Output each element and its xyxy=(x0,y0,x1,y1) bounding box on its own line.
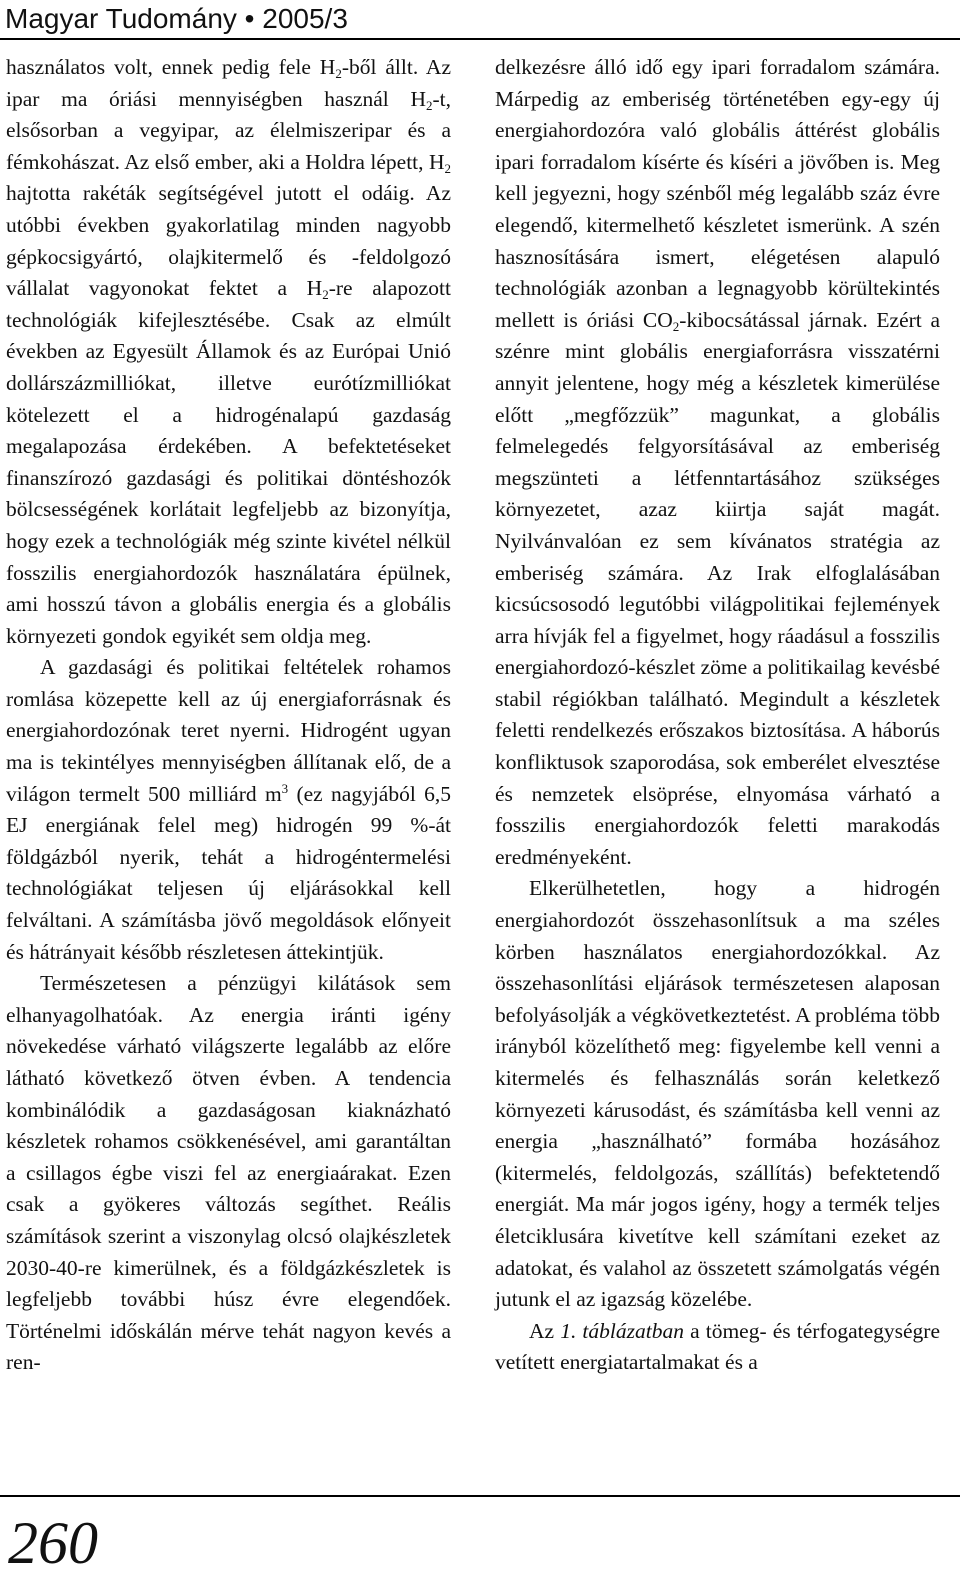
subscript: 2 xyxy=(444,160,451,176)
right-paragraph-3 xyxy=(495,1316,940,1379)
text-run: hajtotta rakéták segítségével jutott el odáig. Az utóbbi években gyakorlatilag minden nagyobb gépkocsigyártó, olajkitermelő és -feldolgozó vállalat vagyonokat fektet a H xyxy=(6,181,451,301)
text-run: A gazdasági és politikai feltételek rohamos romlása közepette kell az új energiaforrásnak és energiahordozónak teret nyerni. Hidrogént ugyan ma is tekintélyes mennyiségben állítanak elő, de a világon termelt 500 milliárd m xyxy=(6,655,451,806)
text-run: -t, elsősorban a vegyipar, az élelmiszeripar és a fémkohászat. Az első ember, aki a Holdra lépett, H xyxy=(6,86,451,174)
left-paragraph-1 xyxy=(6,52,451,652)
text-run: delkezésre álló idő egy ipari forradalom számára. Márpedig az emberiség történetében egy-egy új energiahordozóra való globális áttérést globális ipari forradalom kísérte és kíséri a jövőben is. Meg kell jegyezni, hogy szénből még legalább száz évre elegendő, kitermelhető készletet ismerünk. A szén hasznosítására ismert, elégetésen alapuló technológiák azonban a legnagyobb körültekintés mellett is óriási CO xyxy=(495,55,940,332)
subscript: 2 xyxy=(322,287,329,303)
subscript: 2 xyxy=(672,318,680,334)
text-run: a tömeg- és térfogategységre vetített energiatartalmakat és a xyxy=(495,1318,941,1375)
text-run: -kibocsátással járnak. Ezért a szénre mint globális energiaforrásra visszatérni annyit jelentene, hogy még a készletek kimerülése előtt „megfőzzük” magunkat, a globális felmelegedés felgyorsításával az emberiség megszünteti a létfenntartásához szükséges környezetet, azaz kiirtja saját magát. Nyilvánvalóan ez sem kívánatos stratégia az emberiség számára. Az Irak elfoglalásában kicsúcsosodó legutóbbi világpolitikai fejlemények arra hívják fel a figyelmet, hogy ráadásul a fosszilis energiahordozó-készlet zöme a politikailag kevésbé stabil régiókban található. Megindult a készletek feletti rendelkezés erőszakos biztosítása. A háborús konfliktusok szaporodása, sok emberélet elvesztése és nemzetek elsöprése, elnyomása várható a fosszilis energiahordozók feletti marakodás eredményeként. xyxy=(495,307,940,869)
page-number: 260 xyxy=(8,1510,98,1576)
subscript: 2 xyxy=(425,97,433,113)
text-run: Az xyxy=(529,1318,561,1343)
right-paragraph-1 xyxy=(495,52,940,873)
text-run: használatos volt, ennek pedig fele H xyxy=(6,55,336,79)
text-run: -ből állt. Az ipar ma óriási mennyiségben használ H xyxy=(6,55,451,111)
text-run: (ez nagyjából 6,5 EJ energiának felel meg) hidrogén 99 %-át földgázból nyerik, tehát a hidrogéntermelési technológiákat teljesen új eljárásokkal kell felváltani. A számításba jövő megoldások előnyeit és hátrányait később részletesen áttekintjük. xyxy=(6,781,452,964)
subscript: 2 xyxy=(335,66,342,81)
header-divider xyxy=(0,38,960,40)
left-paragraph-3: Természetesen a pénzügyi kilátások sem elhanyagolhatóak. Az energia iránti igény növekedése várható világszerte legalább az előre látható következő ötven évben. A tendencia kombinálódik a gazdaságosan kiaknázható készletek rohamos csökkenésével, ami garantáltan a csillagos égbe viszi fel az energiaárakat. Ezen csak a gyökeres változás segíthet. Reális számítások szerint a viszonylag olcsó olajkészletek 2030-40-re kimerülnek, és a földgázkészletek is legfeljebb további húsz évre elegendőek. Történelmi időskálán mérve tehát nagyon kevés a ren- xyxy=(6,971,451,1375)
text-run: -re alapozott technológiák kifejlesztésébe. Csak az elmúlt években az Egyesült Államok és az Európai Unió dollárszázmilliókat, illetve eurótízmilliókat kötelezett el a hidrogénalapú gazdaság megalapozása érdekében. A befektetéseket finanszírozó gazdasági és politikai döntéshozók bölcsességének korlátait legfeljebb az bizonyítja, hogy ezek a technológiák még szinte kivétel nélkül fosszilis energiahordozók használatára épülnek, ami hosszú távon a globális energia és a globális környezeti gondok egyikét sem oldja meg. xyxy=(6,276,451,648)
left-column xyxy=(6,52,451,1379)
superscript: 3 xyxy=(281,780,289,796)
journal-title: Magyar Tudomány • 2005/3 xyxy=(5,3,348,34)
table-reference: 1. táblázatban xyxy=(560,1318,684,1343)
left-paragraph-2 xyxy=(6,652,451,968)
right-paragraph-2: Elkerülhetetlen, hogy a hidrogén energiahordozót összehasonlítsuk a ma széles körben használatos energiahordozókkal. Az összehasonlítási eljárások természetesen alaposan befolyásolják a végkövetkeztetést. A probléma több irányból közelíthető meg: figyelembe kell venni a kitermelés és felhasználás során keletkező környezeti kárusodást, és számításba kell venni az energia „használható” formába hozásához (kitermelés, feldolgozás, szállítás) befektetendő energiát. Ma már jogos igény, hogy a termék teljes életciklusára kivetítve kell számítani ezeket az adatokat, és valahol az összetett számolgatás végén jutunk el az igazság közelébe. xyxy=(495,876,940,1312)
right-column xyxy=(495,52,940,1379)
footer-divider xyxy=(0,1495,960,1497)
